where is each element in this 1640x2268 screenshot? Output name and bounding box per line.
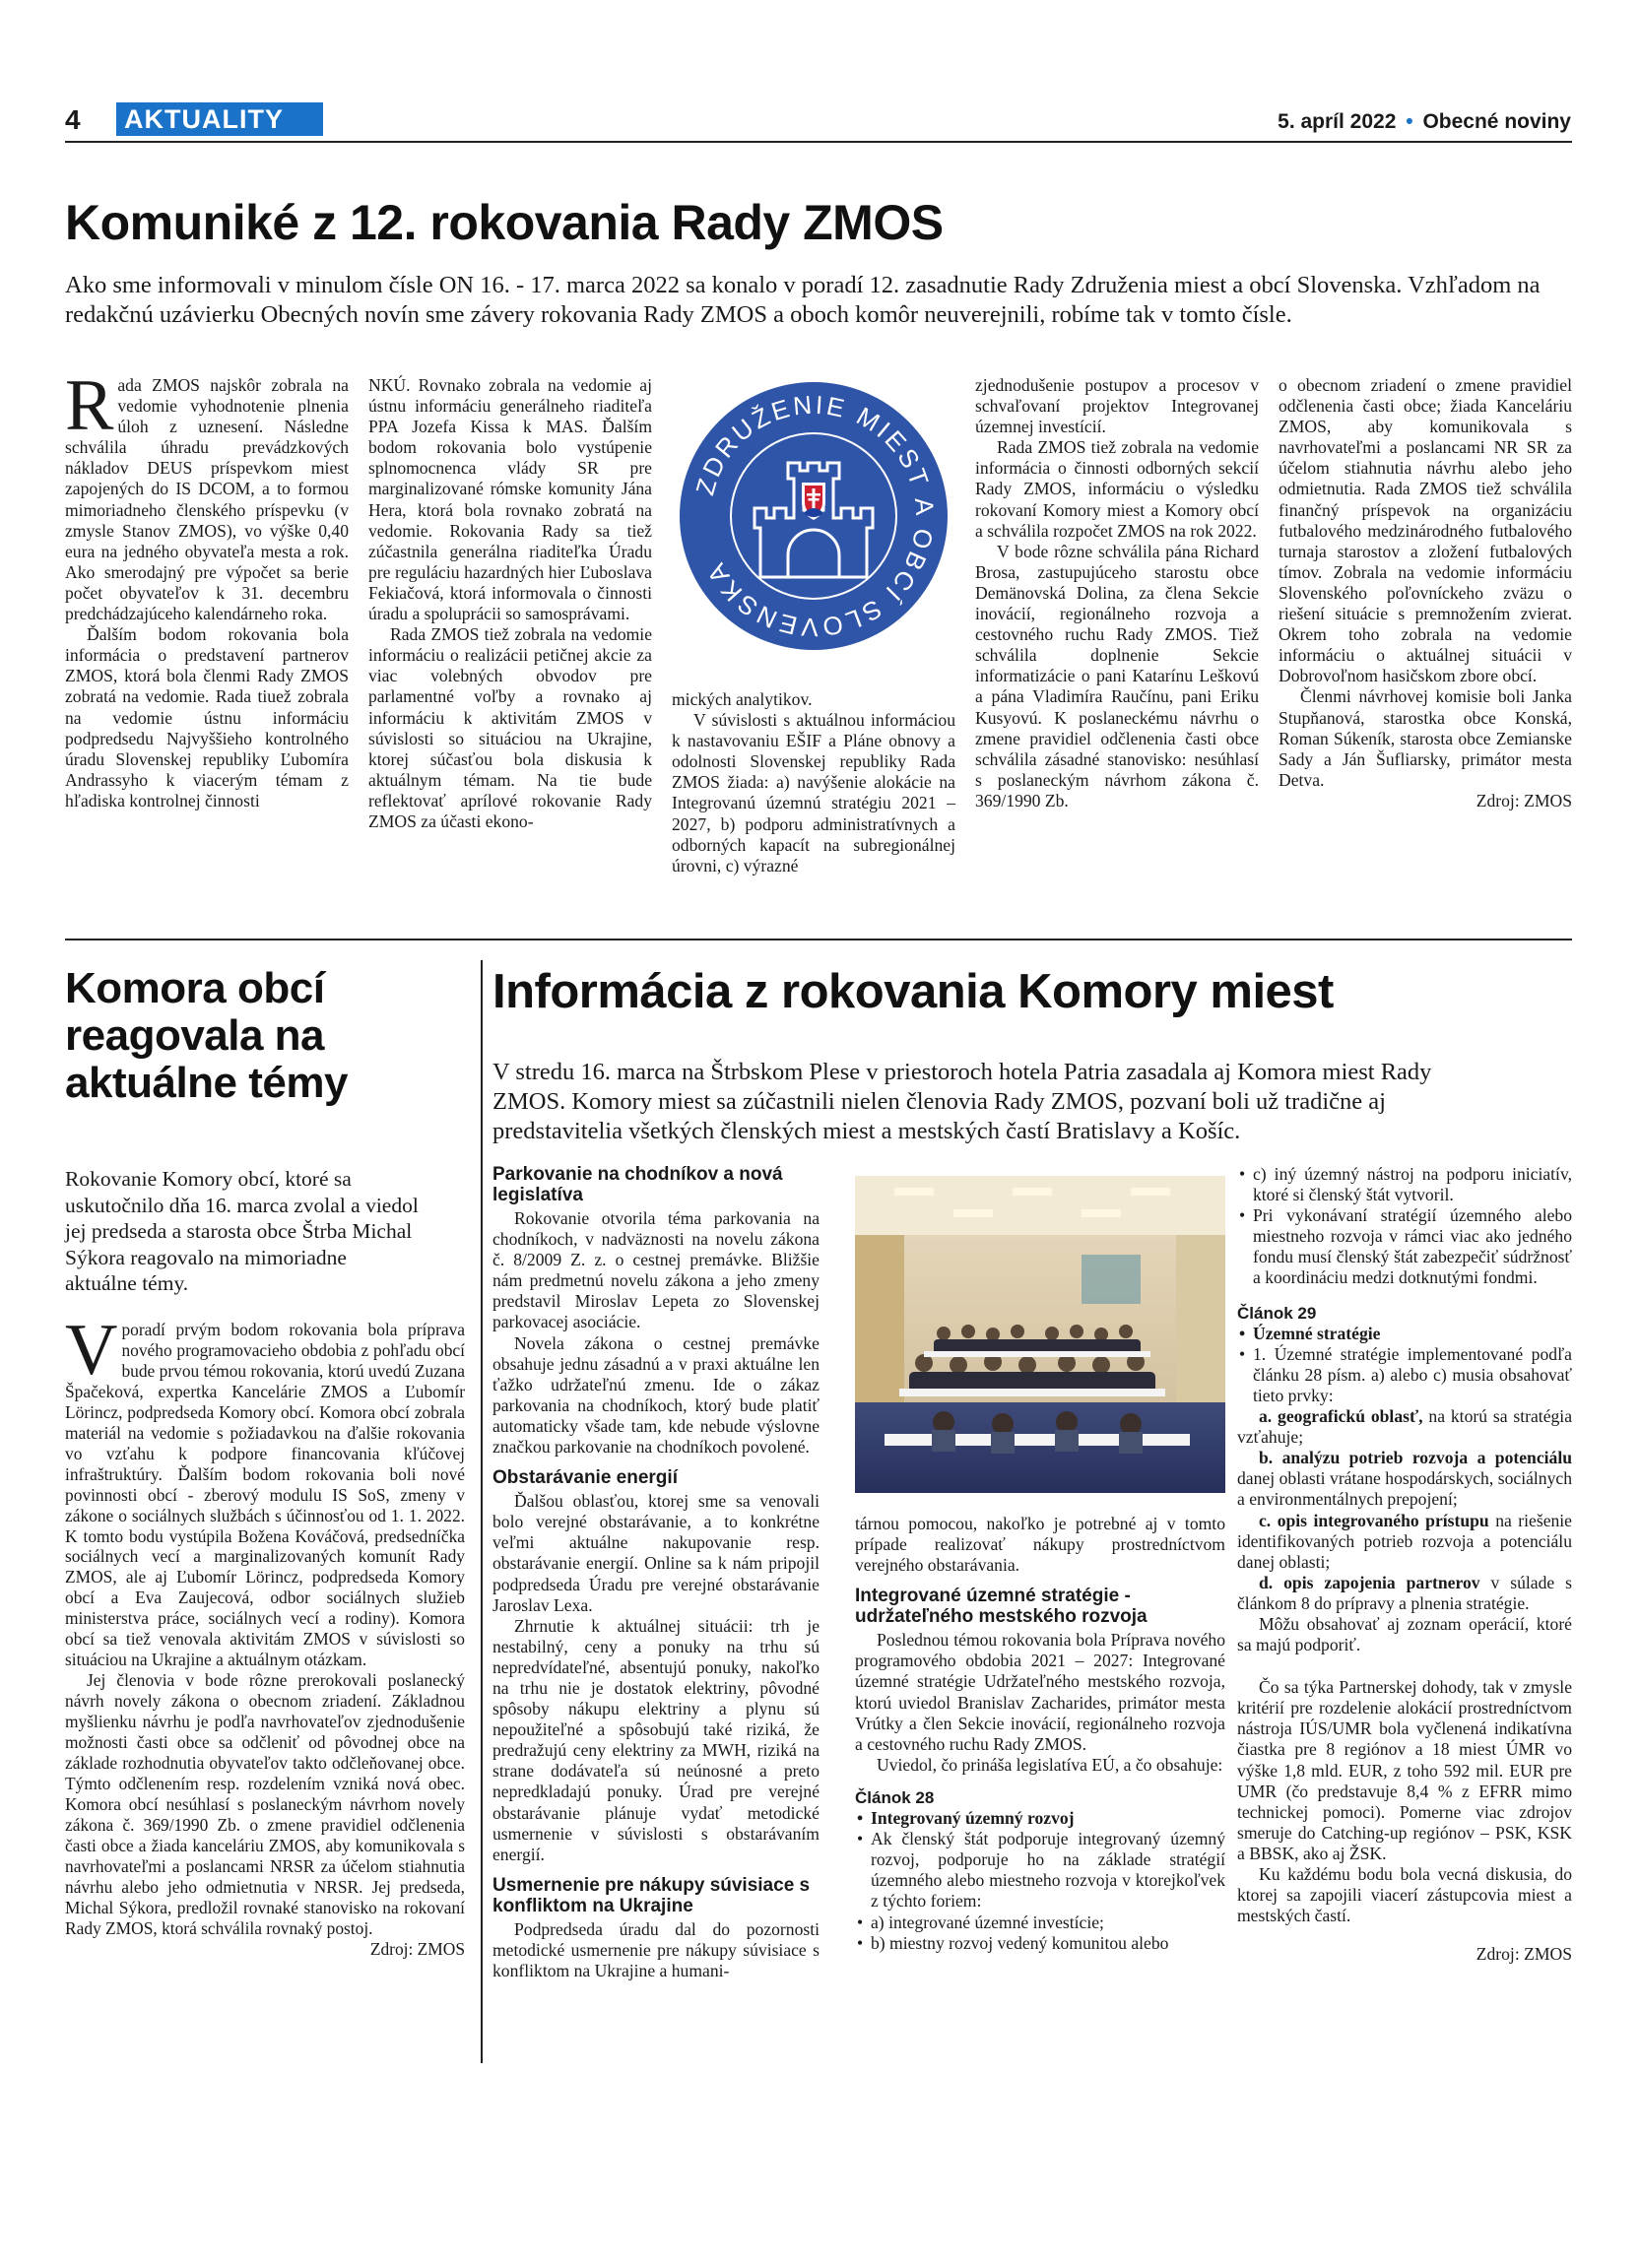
list-item: • Územné stratégie	[1237, 1324, 1572, 1344]
article2-title: Komora obcí reagovala na aktuálne témy	[65, 964, 348, 1107]
article1-col4-p3: V bode rôzne schválila pána Richard Brosa, zastupujúceho starostu obce Demänovská Dolina, za člena Sekcie inovácií, regionálneho rozvoja a cestovného ruchu Rady ZMOS. Tiež schválila doplnenie Sekcie informatizácie o pani Katarínu Leškovú a pána Vladimíra Raučínu, pani Eriku Kusyovú. K poslaneckému návrhu o zmene pravidiel odčlenenia časti obce schválila zásadné stanovisko: nesúhlasí s poslaneckým návrhom zákona č. 369/1990 Zb.	[975, 541, 1259, 810]
element-d-bold: d. opis zapojenia partnerov	[1259, 1572, 1480, 1592]
article3-subhead-strategy: Integrované územné stratégie - udržateľného mestského rozvoja	[855, 1586, 1148, 1628]
list-item: • 1. Územné stratégie implementované podľa článku 28 písm. a) alebo c) musia obsahovať tieto prvky:	[1237, 1344, 1572, 1406]
element-a-text: na ktorú sa stratégia vzťahuje;	[1237, 1406, 1572, 1448]
article3-p2: Novela zákona o cestnej premávke obsahuje jednu zásadnú a v praxi aktuálne len ťažko udržateľnú zmenu. Ide o zákaz parkovania na chodníkoch, ktorý bude platiť automaticky všade tam, kde nebude výslovne značkou parkovanie na chodníkoch povolené.	[492, 1332, 820, 1458]
list-item: • b) miestny rozvoj vedený komunitou alebo	[855, 1933, 1225, 1954]
article2-body	[65, 1310, 465, 1960]
zmos-logo	[678, 380, 950, 652]
element-c-bold: c. opis integrovaného prístupu	[1259, 1510, 1489, 1530]
article28-list	[855, 1808, 1225, 1954]
issue-date: 5. apríl 2022	[1278, 110, 1397, 133]
article3-p8: Uviedol, čo prináša legislatíva EÚ, a čo obsahuje:	[877, 1754, 1223, 1775]
article1-col2-p2: Rada ZMOS tiež zobrala na vedomie informáciu o realizácii petičnej akcie za viac volebných obvodov pre parlamentné voľby a rovnako aj informáciu k aktivitám ZMOS v súvislosti so situáciou na Ukrajine, ktorej súčasťou bola diskusia k aktuálnym témam. Na tie bude reflektovať aprílové rokovanie Rady ZMOS za účasti ekono-	[368, 624, 652, 831]
article2-p1: poradí prvým bodom rokovania bola príprava nového programovacieho obdobia z pohľadu obcí bude prvou témou rokovania, ktorú uvedú Zuzana Špačeková, expertka Kancelárie ZMOS a Ľubomír Lörincz, podpredseda Komory obcí. Komora obcí zobrala materiál na vedomie s požiadavkou na ďalšie rokovania vo vzťahu k podpore financovania kľúčovej infraštruktúry. Ďalším bodom rokovania boli nové povinnosti obcí - zberový modulu IS SoS, zmeny v zákone o sociálnych službách s účinnosťou od 1. 1. 2022. K tomto bodu vystúpila Božena Kováčová, predsedníčka sociálnych vecí a marginalizovaných komunít Rady ZMOS, ale aj Ľubomír Lörincz, podpredseda Komory obcí a Eva Zaujecová, odbor sociálnych služieb ministerstva práce, sociálnych vecí a rodiny). Komora obcí sa tiež venovala aktivitám ZMOS v súvislosti so situáciou na Ukrajine a aktuálnym otázkam.	[65, 1320, 465, 1670]
article28-list-cont	[1237, 1164, 1572, 1289]
element-c	[1237, 1511, 1572, 1573]
header-rule	[65, 141, 1572, 143]
article28-heading: Článok 28	[855, 1787, 935, 1807]
article3-p11: Ku každému bodu bola vecná diskusia, do ktorej sa zapojili viacerí zástupcovia miest a mestských častí.	[1237, 1864, 1572, 1926]
article3-subhead-energy: Obstarávanie energií	[492, 1467, 678, 1489]
article3-col3	[1237, 1164, 1572, 1965]
section-label: AKTUALITY	[116, 102, 323, 136]
article1-col5	[1279, 375, 1572, 811]
article3-source: Zdroj: ZMOS	[1476, 1944, 1572, 1965]
element-b	[1237, 1448, 1572, 1510]
article1-dropcap: R	[65, 365, 114, 446]
article1-source: Zdroj: ZMOS	[1476, 790, 1572, 810]
article3-p7: Poslednou témou rokovania bola Príprava nového programového obdobia 2021 – 2027: Integrované územné stratégie Udržateľného mestského rozvoja, ktorú uviedol Branislav Zacharides, primátor mesta Vrútky a člen Sekcie inovácií, regionálneho rozvoja a cestovného ruchu Rady ZMOS.	[855, 1630, 1225, 1754]
element-b-text: danej oblasti vrátane hospodárskych, sociálnych a environmentálnych prepojení;	[1237, 1468, 1572, 1510]
article1-col1-p1: ada ZMOS najskôr zobrala na vedomie vyhodnotenie plnenia úloh z uznesení. Následne schválila úhradu prevádzkových nákladov DEUS príspevkom miest zapojených do IS DCOM, a to formou mimoriadneho členského príspevku (v zmysle Stanov ZMOS), vo výške 0,40 eura na jedného obyvateľa mesta a rok. Ako smerodajný pre výpočet sa berie počet obyvateľov k 31. decembru predchádzajúceho kalendárneho roka.	[65, 375, 349, 624]
article3-p6: tárnou pomocou, nakoľko je potrebné aj v tomto prípade realizovať nákupy prostredníctvom verejného obstarávania.	[855, 1514, 1225, 1576]
article3-p5: Podpredseda úradu dal do pozornosti metodické usmernenie pre nákupy súvisiace s konfliktom na Ukrajine a humani-	[492, 1918, 820, 1980]
column-divider	[481, 960, 483, 2063]
article3-col1	[492, 1164, 820, 1981]
article2-dropcap: V	[65, 1310, 118, 1391]
list-item: • Pri vykonávaní stratégií územného alebo miestneho rozvoja v rámci viac ako jedného fondu musí členský štát zabezpečiť súdržnosť a koordináciu medzi dotknutými fondmi.	[1237, 1205, 1572, 1288]
article3-p10: Čo sa týka Partnerskej dohody, tak v zmysle kritérií pre rozdelenie alokácií prostredníctvom nástroja IÚS/UMR bola vyčlenená indikatívna čiastka pre 8 regiónov a 18 miest ÚMR vo výške 1,8 mld. EUR, z toho 592 mil. EUR pre UMR (čo predstavuje 8,4 % z EFRR mimo technickej pomoci). Pomerne viac zdrojov smeruje do Catching-up regiónov – PSK, KSK a BBSK, ako aj ŽSK.	[1237, 1677, 1572, 1863]
article3-p4: Zhrnutie k aktuálnej situácii: trh je nestabilný, ceny a ponuky na trhu sú nepredvídateľné, absentujú ponuky, nakoľko na trhu nie je dostatok elektriny, pôvodné spôsoby nákupu elektriny a plynu sú nepoužiteľné a spôsobujú také riziká, že predražujú ceny elektriny za MWH, riziká na strane dodávateľa sú neúnosné a preto nepredkladajú ponuky. Úrad pre verejné obstarávanie plánuje vydať metodické usmernenie v súvislosti s obstarávaním energií.	[492, 1615, 820, 1864]
article1-col4-p1: zjednodušenie postupov a procesov v schvaľovaní projektov Integrovanej územnej investícií.	[975, 375, 1259, 437]
element-d-text: v súlade s článkom 8 do prípravy a plnenia stratégie.	[1237, 1572, 1572, 1613]
article1-col5-p1: o obecnom zriadení o zmene pravidiel odčlenenia časti obce; žiada Kanceláriu ZMOS, aby komunikovala s navrhovateľmi a poslancami NR SR za účelom stiahnutia návrhu alebo jeho odmietnutia. Rada ZMOS tiež schválila finančný príspevok na organizáciu futbalového medzinárodného futbalového turnaja starostov a zložení futbalových tímov. Zobrala na vedomie informáciu Slovenského poľovníckeho zväzu o riešení situácie s premnožením zvierat. Okrem toho zobrala na vedomie informáciu o aktuálnej situácii v Dobrovoľnom hasičskom zbore obcí.	[1279, 375, 1572, 686]
article1-col5-p2: Členmi návrhovej komisie boli Janka Stupňanová, starostka obce Konská, Roman Súkeník, starosta obce Zemianske Sady a Ján Šufliarsky, primátor mesta Detva.	[1279, 686, 1572, 790]
header-meta	[1278, 110, 1571, 134]
article3-col2	[855, 1514, 1225, 1954]
section-divider	[65, 939, 1572, 940]
list-item: • Ak členský štát podporuje integrovaný územný rozvoj, podporuje ho na základe stratégií územného alebo miestneho rozvoja v ktorejkoľvek z týchto foriem:	[855, 1829, 1225, 1912]
article2-lead: Rokovanie Komory obcí, ktoré sa uskutočnilo dňa 16. marca zvolal a viedol jej predseda a starosta obce Štrba Michal Sýkora reagovalo na mimoriadne aktuálne témy.	[65, 1167, 419, 1295]
article1-title: Komuniké z 12. rokovania Rady ZMOS	[65, 195, 944, 250]
article2-source: Zdroj: ZMOS	[369, 1938, 465, 1959]
article1-col2-p1: NKÚ. Rovnako zobrala na vedomie aj ústnu informáciu generálneho riaditeľa PPA Jozefa Kissa k MAS. Ďalším bodom rokovania bolo vystúpenie splnomocnenca vlády SR pre marginalizované rómske komunity Jána Hera, ktorá bola rovnako zobratá na vedomie. Rokovania Rady sa tiež zúčastnila generálna riaditeľka Úradu pre reguláciu hazardných hier Ľuboslava Fekiačová, ktorá informovala o činnosti úradu a spoluprácii so samosprávami.	[368, 375, 652, 624]
article3-p9: Môžu obsahovať aj zoznam operácií, ktoré sa majú podporiť.	[1237, 1613, 1572, 1655]
article3-p1: Rokovanie otvorila téma parkovania na chodníkoch, v nadväznosti na novelu zákona č. 8/2009 Z. z. o cestnej premávke. Bližšie nám predmetnú novelu zákona a jeho zmeny predstavil Miroslav Lepeta zo Slovenskej parkovacej asociácie.	[492, 1208, 820, 1332]
list-item: • a) integrované územné investície;	[855, 1912, 1225, 1933]
publication-name: Obecné noviny	[1422, 110, 1571, 133]
article3-subhead-parking: Parkovanie na chodníkov a nová legislatíva	[492, 1164, 783, 1205]
element-d	[1237, 1573, 1572, 1614]
article1-col2	[368, 375, 652, 832]
article1-lead: Ako sme informovali v minulom čísle ON 16. - 17. marca 2022 sa konalo v poradí 12. zasadnutie Rady Združenia miest a obcí Slovenska. Vzhľadom na redakčnú uzávierku Obecných novín sme závery rokovania Rady ZMOS a oboch komôr neuverejnili, robíme tak v tomto čísle.	[65, 272, 1541, 328]
article1-col3-p2: V súvislosti s aktuálnou informáciou k nastavovaniu EŠIF a Pláne obnovy a odolnosti Slovenskej republiky Rada ZMOS žiada: a) navýšenie alokácie na Integrovanú územnú stratégiu 2021 – 2027, b) podporu administratívnych a odborných kapacít na subregionálnej úrovni, c) výrazné	[672, 710, 955, 875]
article1-col4-p2: Rada ZMOS tiež zobrala na vedomie informácia o činnosti odborných sekcií Rady ZMOS, informáciu o výsledku rokovaní Komory miest a Komory obcí a schválila rozpočet ZMOS na rok 2022.	[975, 437, 1259, 541]
article1-col4	[975, 375, 1259, 811]
article3-p3: Ďalšou oblasťou, ktorej sme sa venovali bolo verejné obstarávanie, a to konkrétne veľmi aktuálne nakupovanie resp. obstarávanie energií. Online sa k nám pripojil podpredseda Úradu pre verejné obstarávanie Jaroslav Lexa.	[492, 1491, 820, 1615]
element-a-bold: a. geografickú oblasť,	[1259, 1406, 1423, 1427]
article3-lead: V stredu 16. marca na Štrbskom Plese v priestoroch hotela Patria zasadala aj Komora miest Rady ZMOS. Komory miest sa zúčastnili nielen členovia Rady ZMOS, pozvaní boli už tradične aj predstavitelia všetkých členských miest a mestských častí Bratislavy a Košíc.	[492, 1059, 1432, 1144]
zmos-logo-text: ZDRUŽENIE MIEST A OBCÍ SLOVENSKA	[689, 389, 941, 643]
article29-heading: Článok 29	[1237, 1303, 1317, 1323]
article29-list	[1237, 1324, 1572, 1406]
article3-title: Informácia z rokovania Komory miest	[492, 965, 1334, 1018]
element-b-bold: b. analýzu potrieb rozvoja a potenciálu	[1259, 1448, 1572, 1468]
header-bullet: •	[1406, 110, 1413, 133]
meeting-photo	[855, 1176, 1225, 1493]
article1-col3-p1: mických analytikov.	[672, 689, 813, 709]
article1-col3	[672, 689, 955, 876]
article2-p2: Jej členovia v bode rôzne prerokovali poslanecký návrh novely zákona o obecnom zriadení. Základnou myšlienku návrhu je podľa navrhovateľov zjednodušenie možnosti časti obce sa odčleniť od pôvodnej obce na základe rozhodnutia obyvateľov takto odčleňovanej obce. Týmto odčlenením resp. rozdelením vzniká nová obec. Komora obcí nesúhlasí s poslaneckým návrhom novely zákona č. 369/1990 Zb. o zmene pravidiel odčlenenia časti obce a žiada kanceláriu ZMOS, aby komunikovala s navrhovateľmi a poslancami NRSR za účelom stiahnutia návrhu alebo jeho odmietnutia v NRSR. Jej predseda, Michal Sýkora, predložil rovnaké stanovisko na rokovaní Rady ZMOS, ktorá schválila rovnaký postoj.	[65, 1670, 465, 1938]
article1-col1-p2: Ďalším bodom rokovania bola informácia o predstavení partnerov ZMOS, ktorá bola členmi Rady ZMOS zobratá na vedomie. Rada tiuež zobrala na vedomie ústnu informáciu podpredsedu Najvyššieho kontrolného úradu Slovenskej republiky Ľubomíra Andrassyho k viacerým témam z hľadiska kontrolnej činnosti	[65, 624, 349, 810]
element-c-text: na riešenie identifikovaných potrieb rozvoja a potenciálu danej oblasti;	[1237, 1510, 1572, 1572]
page-number: 4	[65, 104, 81, 135]
article1-col1	[65, 365, 349, 811]
list-item: • c) iný územný nástroj na podporu iniciatív, ktoré si členský štát vytvoril.	[1237, 1164, 1572, 1205]
list-item: • Integrovaný územný rozvoj	[855, 1808, 1225, 1829]
element-a	[1237, 1406, 1572, 1448]
article3-subhead-ukraine: Usmernenie pre nákupy súvisiace s konfliktom na Ukrajine	[492, 1874, 811, 1916]
